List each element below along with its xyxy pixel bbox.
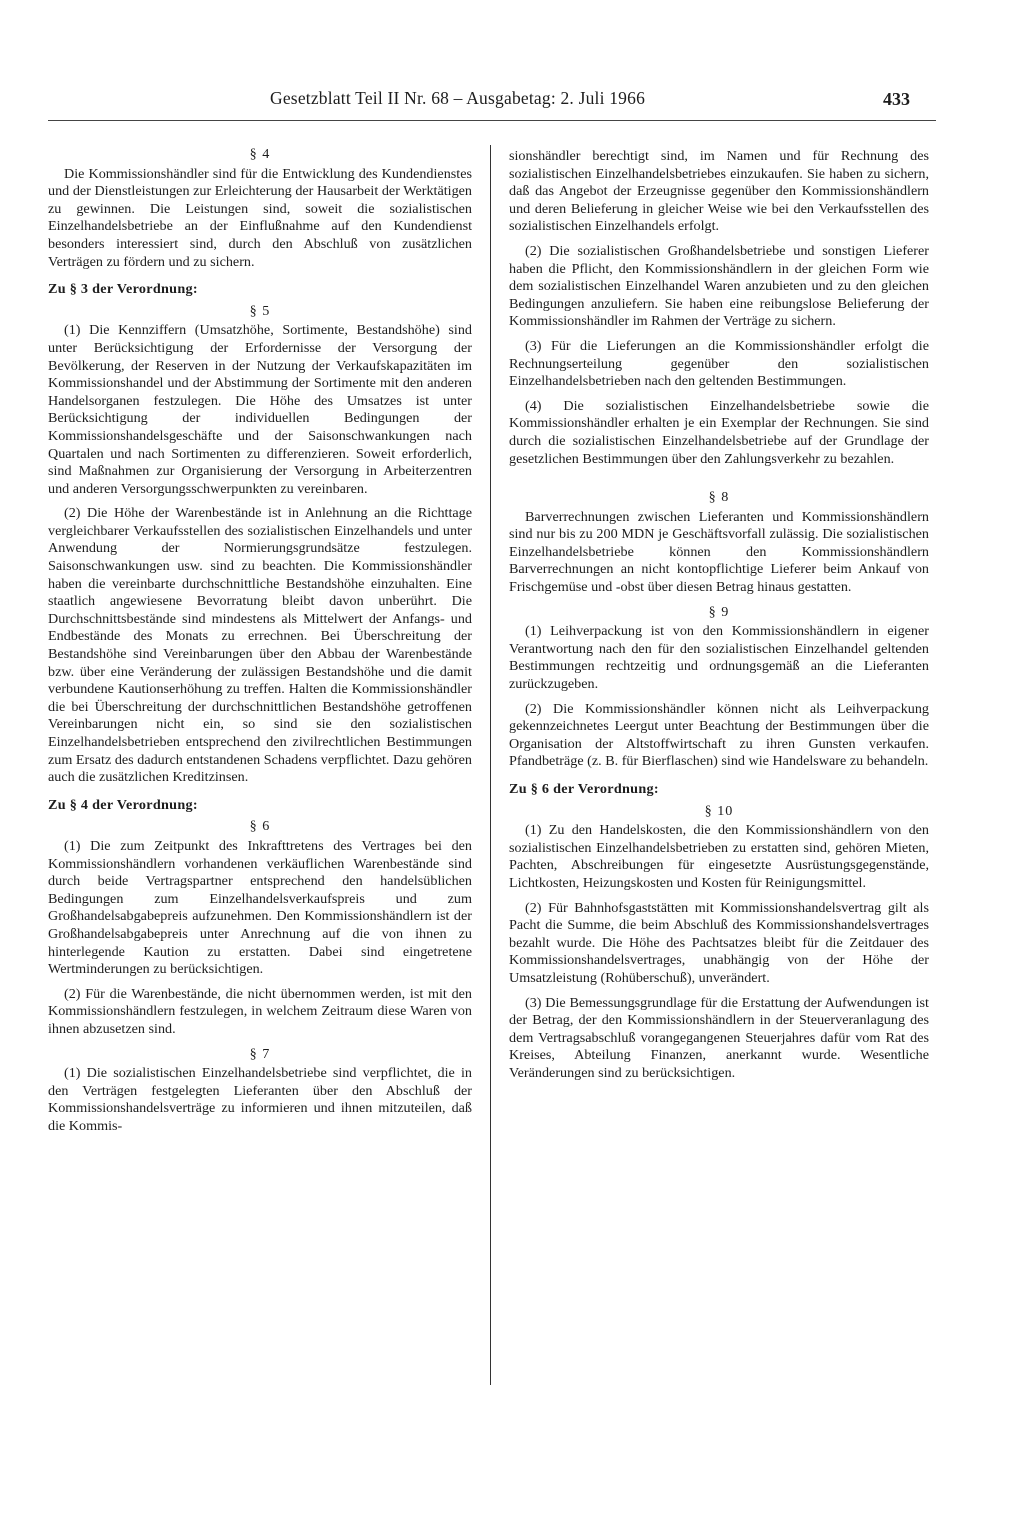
- section-heading-8: § 8: [708, 489, 730, 506]
- section-7-paragraph-1: (1) Die sozialistischen Einzelhandelsbetriebe sind verpflichtet, die in den Verträgen festgelegten Lieferanten über den Abschluß der Kommissionshandelsverträge zu informieren und ihnen mitzuteilen, daß die Kommis-: [48, 1065, 472, 1134]
- header-rule: [48, 120, 936, 121]
- section-9-paragraph-2: (2) Die Kommissionshändler können nicht als Leihverpackung gekennzeichnetes Leergut unter Beachtung der Bestimmungen über die Organisation der Altstoffwirtschaft zu ihren Gunsten verkaufen. Pfandbeträge (z. B. für Bierflaschen) sind wie Handelsware zu behandeln.: [509, 700, 929, 770]
- section-10-paragraph-1: (1) Zu den Handelskosten, die den Kommissionshändlern von den sozialistischen Einzelhandelsbetrieben zu erstatten sind, gehören Mieten, Pachten, Abschreibungen für eingesetzte Ausrüstungsgegenstände, Lichtkosten, Heizungskosten und Kosten für Reinigungsmittel.: [509, 822, 929, 891]
- subheading-zu-6: Zu § 6 der Verordnung:: [509, 781, 659, 797]
- header-title: Gesetzblatt Teil II Nr. 68 – Ausgabetag: 2. Juli 1966: [270, 88, 646, 108]
- section-10-paragraph-2: (2) Für Bahnhofsgaststätten mit Kommissionshandelsvertrag gilt als Pacht die Summe, die beim Abschluß des Kommissionshandelsvertrages bezahlt wurde. Die Höhe des Pachtsatzes bleibt für die Zeitdauer des Kommissionshandelsvertrages, unabhängig von der Höhe der Umsatzleistung (Rohüberschuß), unverändert.: [509, 899, 929, 986]
- section-7-paragraph-2: (2) Die sozialistischen Großhandelsbetriebe und sonstigen Lieferer haben die Pflicht, den Kommissionshändlern in der gleichen Form wie dem sozialistischen Einzelhandel Waren anzubieten und zu den gleichen Bedingungen anzuliefern. Sie haben eine reibungslose Belieferung der Kommissionshändler im Rahmen der Verträge zu sichern.: [509, 242, 929, 330]
- section-heading-4: § 4: [249, 146, 271, 162]
- left-column: [48, 146, 472, 1142]
- section-heading-7: § 7: [249, 1045, 271, 1062]
- page-header: [40, 88, 934, 116]
- right-column: [509, 148, 929, 1090]
- subheading-zu-3: Zu § 3 der Verordnung:: [48, 281, 198, 298]
- section-heading-6: § 6: [249, 818, 271, 835]
- section-4-text: Die Kommissionshändler sind für die Entwicklung des Kundendienstes und der Dienstleistungen zur Erleichterung der Hausarbeit der Werktätigen zu gewinnen. Die Leistungen sind, soweit die sozialistischen Einzelhandelsbetriebe an der Einflußnahme auf den Kundendienst besonders interessiert sind, durch den Abschluß von zusätzlichen Verträgen zu fördern und zu sichern.: [48, 165, 472, 270]
- section-heading-9: § 9: [708, 603, 730, 620]
- section-heading-5: § 5: [249, 302, 271, 319]
- subheading-zu-4: Zu § 4 der Verordnung:: [48, 796, 198, 813]
- section-5-paragraph-2: (2) Die Höhe der Warenbestände ist in Anlehnung an die Richttage vergleichbarer Verkaufsstellen des sozialistischen Einzelhandels und unter Anwendung der Normierungsgrundsätze festzulegen. Saisonschwankungen usw. sind zu beachten. Die Kommissionshändler haben die vereinbarte durchschnittliche Bestandshöhe einzuhalten. Eine staatlich angewiesene Bevorratung bleibt davon unberührt. Die Durchschnittsbestände sind mindestens als Mittelwert der Anfangs- und Endbestände des Monats zu errechnen. Bei Überschreitung der Bestandshöhe sind Vereinbarungen über den Abbau der Warenbestände bzw. über eine Veränderung der zulässigen Bestandshöhe und die damit verbundene Kautionserhöhung zu treffen. Halten die Kommissionshändler die bei Überschreitung der durchschnittlichen Bestandshöhe getroffenen Vereinbarungen nicht ein, so sind sie den sozialistischen Einzelhandelsbetrieben entsprechend den zivilrechtlichen Bestimmungen zum Ersatz des dadurch entstandenen Schadens verpflichtet. Dazu gehören auch die zusätzlichen Kreditzinsen.: [48, 505, 472, 786]
- section-10-paragraph-3: (3) Die Bemessungsgrundlage für die Erstattung der Aufwendungen ist der Betrag, der den Kommissionshändlern in der Steuerveranlagung des dem Vertragsabschluß vorangegangenen Steuerjahres dafür vom Rat des Kreises, Abteilung Finanzen, anerkannt wurde. Wesentliche Veränderungen sind zu berücksichtigen.: [509, 994, 929, 1081]
- section-5-paragraph-1: (1) Die Kennziffern (Umsatzhöhe, Sortimente, Bestandshöhe) sind unter Berücksichtigung der Erfordernisse der Versorgung der Bevölkerung, der Reserven in der Nutzung der Verkaufskapazitäten im Kommissionshandel und der Abstimmung der Sortimente mit den anderen Handelsorganen festzulegen. Die Höhe des Umsatzes ist unter Berücksichtigung der individuellen Bedingungen der Kommissionshandelsgeschäfte und der Saisonschwankungen nach Quartalen und nach Sortimenten zu differenzieren. Soweit erforderlich, sind Maßnahmen zur Organisierung der Versorgung in Arbeiterzentren und anderen Versorgungsschwerpunkten zu vereinbaren.: [48, 322, 472, 497]
- section-6-paragraph-1: (1) Die zum Zeitpunkt des Inkrafttretens des Vertrages bei den Kommissionshändlern vorhandenen verkäuflichen Warenbestände sind durch beide Vertragspartner entsprechend den handelsüblichen Bedingungen zum Einzelhandelsverkaufspreis und zum Großhandelsabgabepreis aufzunehmen. Den Kommissionshändlern ist der Großhandelsabgabepreis unter Anrechnung auf die von ihnen zu hinterlegende Kaution zu erstatten. Dabei sind eingetretene Wertminderungen zu berücksichtigen.: [48, 837, 472, 978]
- section-6-paragraph-2: (2) Für die Warenbestände, die nicht übernommen werden, ist mit den Kommissionshändlern festzulegen, in welchem Zeitraum diese Waren von ihnen abzusetzen sind.: [48, 985, 472, 1037]
- section-7-paragraph-4: (4) Die sozialistischen Einzelhandelsbetriebe sowie die Kommissionshändler erhalten je ein Exemplar der Rechnungen. Sie sind durch die sozialistischen Einzelhandelsbetriebe auf der Grundlage der gesetzlichen Bestimmungen über den Zahlungsverkehr zu bezahlen.: [509, 397, 929, 467]
- section-7-paragraph-3: (3) Für die Lieferungen an die Kommissionshändler erfolgt die Rechnungserteilung gegenüber den sozialistischen Einzelhandelsbetrieben nach den geltenden Bestimmungen.: [509, 337, 929, 390]
- spacer: [509, 475, 929, 489]
- column-divider: [490, 145, 491, 1385]
- section-7-continuation: sionshändler berechtigt sind, im Namen und für Rechnung des sozialistischen Einzelhandelsbetriebes einzukaufen. Sie haben zu sichern, daß das Angebot der Erzeugnisse gegenüber den Kommissionshändlern und deren Belieferung in gleicher Weise wie bei den Verkaufsstellen des sozialistischen Einzelhandels erfolgt.: [509, 148, 929, 235]
- section-heading-10: § 10: [704, 802, 734, 819]
- page-number: 433: [883, 89, 910, 109]
- section-8-text: Barverrechnungen zwischen Lieferanten und Kommissionshändlern sind nur bis zu 200 MDN je Geschäftsvorfall zulässig. Die sozialistischen Einzelhandelsbetriebe können den Kommissionshändlern Barverrechnungen an nicht kontopflichtige Lieferer beim Ankauf von Frischgemüse und -obst über diesen Betrag hinaus gestatten.: [509, 508, 929, 596]
- section-9-paragraph-1: (1) Leihverpackung ist von den Kommissionshändlern in eigener Verantwortung nach den für den sozialistischen Einzelhandel geltenden Bestimmungen rechtzeitig und ordnungsgemäß an die Lieferanten zurückzugeben.: [509, 623, 929, 693]
